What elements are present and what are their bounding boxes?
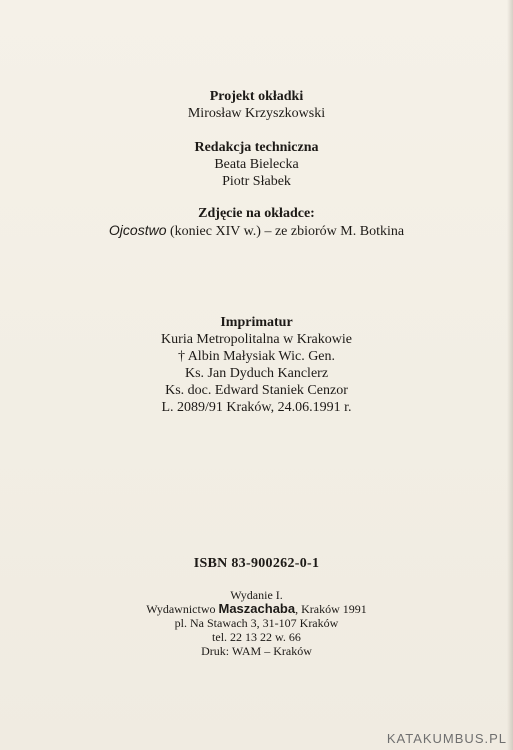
technical-editing-section	[0, 139, 513, 190]
imprimatur-line: L. 2089/91 Kraków, 24.06.1991 r.	[161, 400, 352, 415]
cover-photo-title: Ojcostwo	[108, 222, 167, 238]
technical-editor-name: Piotr Słabek	[222, 174, 291, 189]
isbn-section	[0, 556, 513, 572]
publisher-line	[0, 602, 513, 616]
edition-line: Wydanie I.	[230, 588, 283, 602]
cover-photo-caption	[0, 222, 513, 240]
technical-editor-name: Beata Bielecka	[214, 157, 299, 172]
cover-design-heading: Projekt okładki	[209, 89, 304, 104]
cover-designer-name: Mirosław Krzyszkowski	[187, 106, 326, 121]
cover-design-section	[0, 88, 513, 122]
cover-photo-heading: Zdjęcie na okładce:	[198, 206, 315, 221]
technical-editing-heading: Redakcja techniczna	[194, 140, 319, 155]
publisher-address: pl. Na Stawach 3, 31-107 Kraków	[174, 616, 339, 630]
publisher-phone: tel. 22 13 22 w. 66	[212, 630, 301, 644]
printing-house: Druk: WAM – Kraków	[201, 644, 312, 658]
imprimatur-line: Ks. doc. Edward Staniek Cenzor	[165, 383, 348, 398]
imprimatur-line: † Albin Małysiak Wic. Gen.	[177, 349, 336, 364]
imprimatur-heading: Imprimatur	[220, 315, 293, 330]
imprimatur-section	[0, 314, 513, 416]
publisher-prefix: Wydawnictwo	[146, 602, 216, 616]
imprimatur-line: Ks. Jan Dyduch Kanclerz	[184, 366, 329, 381]
cover-photo-description: (koniec XIV w.) – ze zbiorów M. Botkina	[170, 224, 405, 239]
cover-photo-section	[0, 205, 513, 240]
publisher-name: Maszachaba	[218, 601, 296, 616]
publication-details-section	[0, 588, 513, 658]
watermark-text: KATAKUMBUS.PL	[386, 731, 507, 746]
publisher-suffix: , Kraków 1991	[295, 602, 367, 616]
isbn-number: ISBN 83-900262-0-1	[193, 556, 320, 571]
imprimatur-line: Kuria Metropolitalna w Krakowie	[161, 332, 352, 347]
